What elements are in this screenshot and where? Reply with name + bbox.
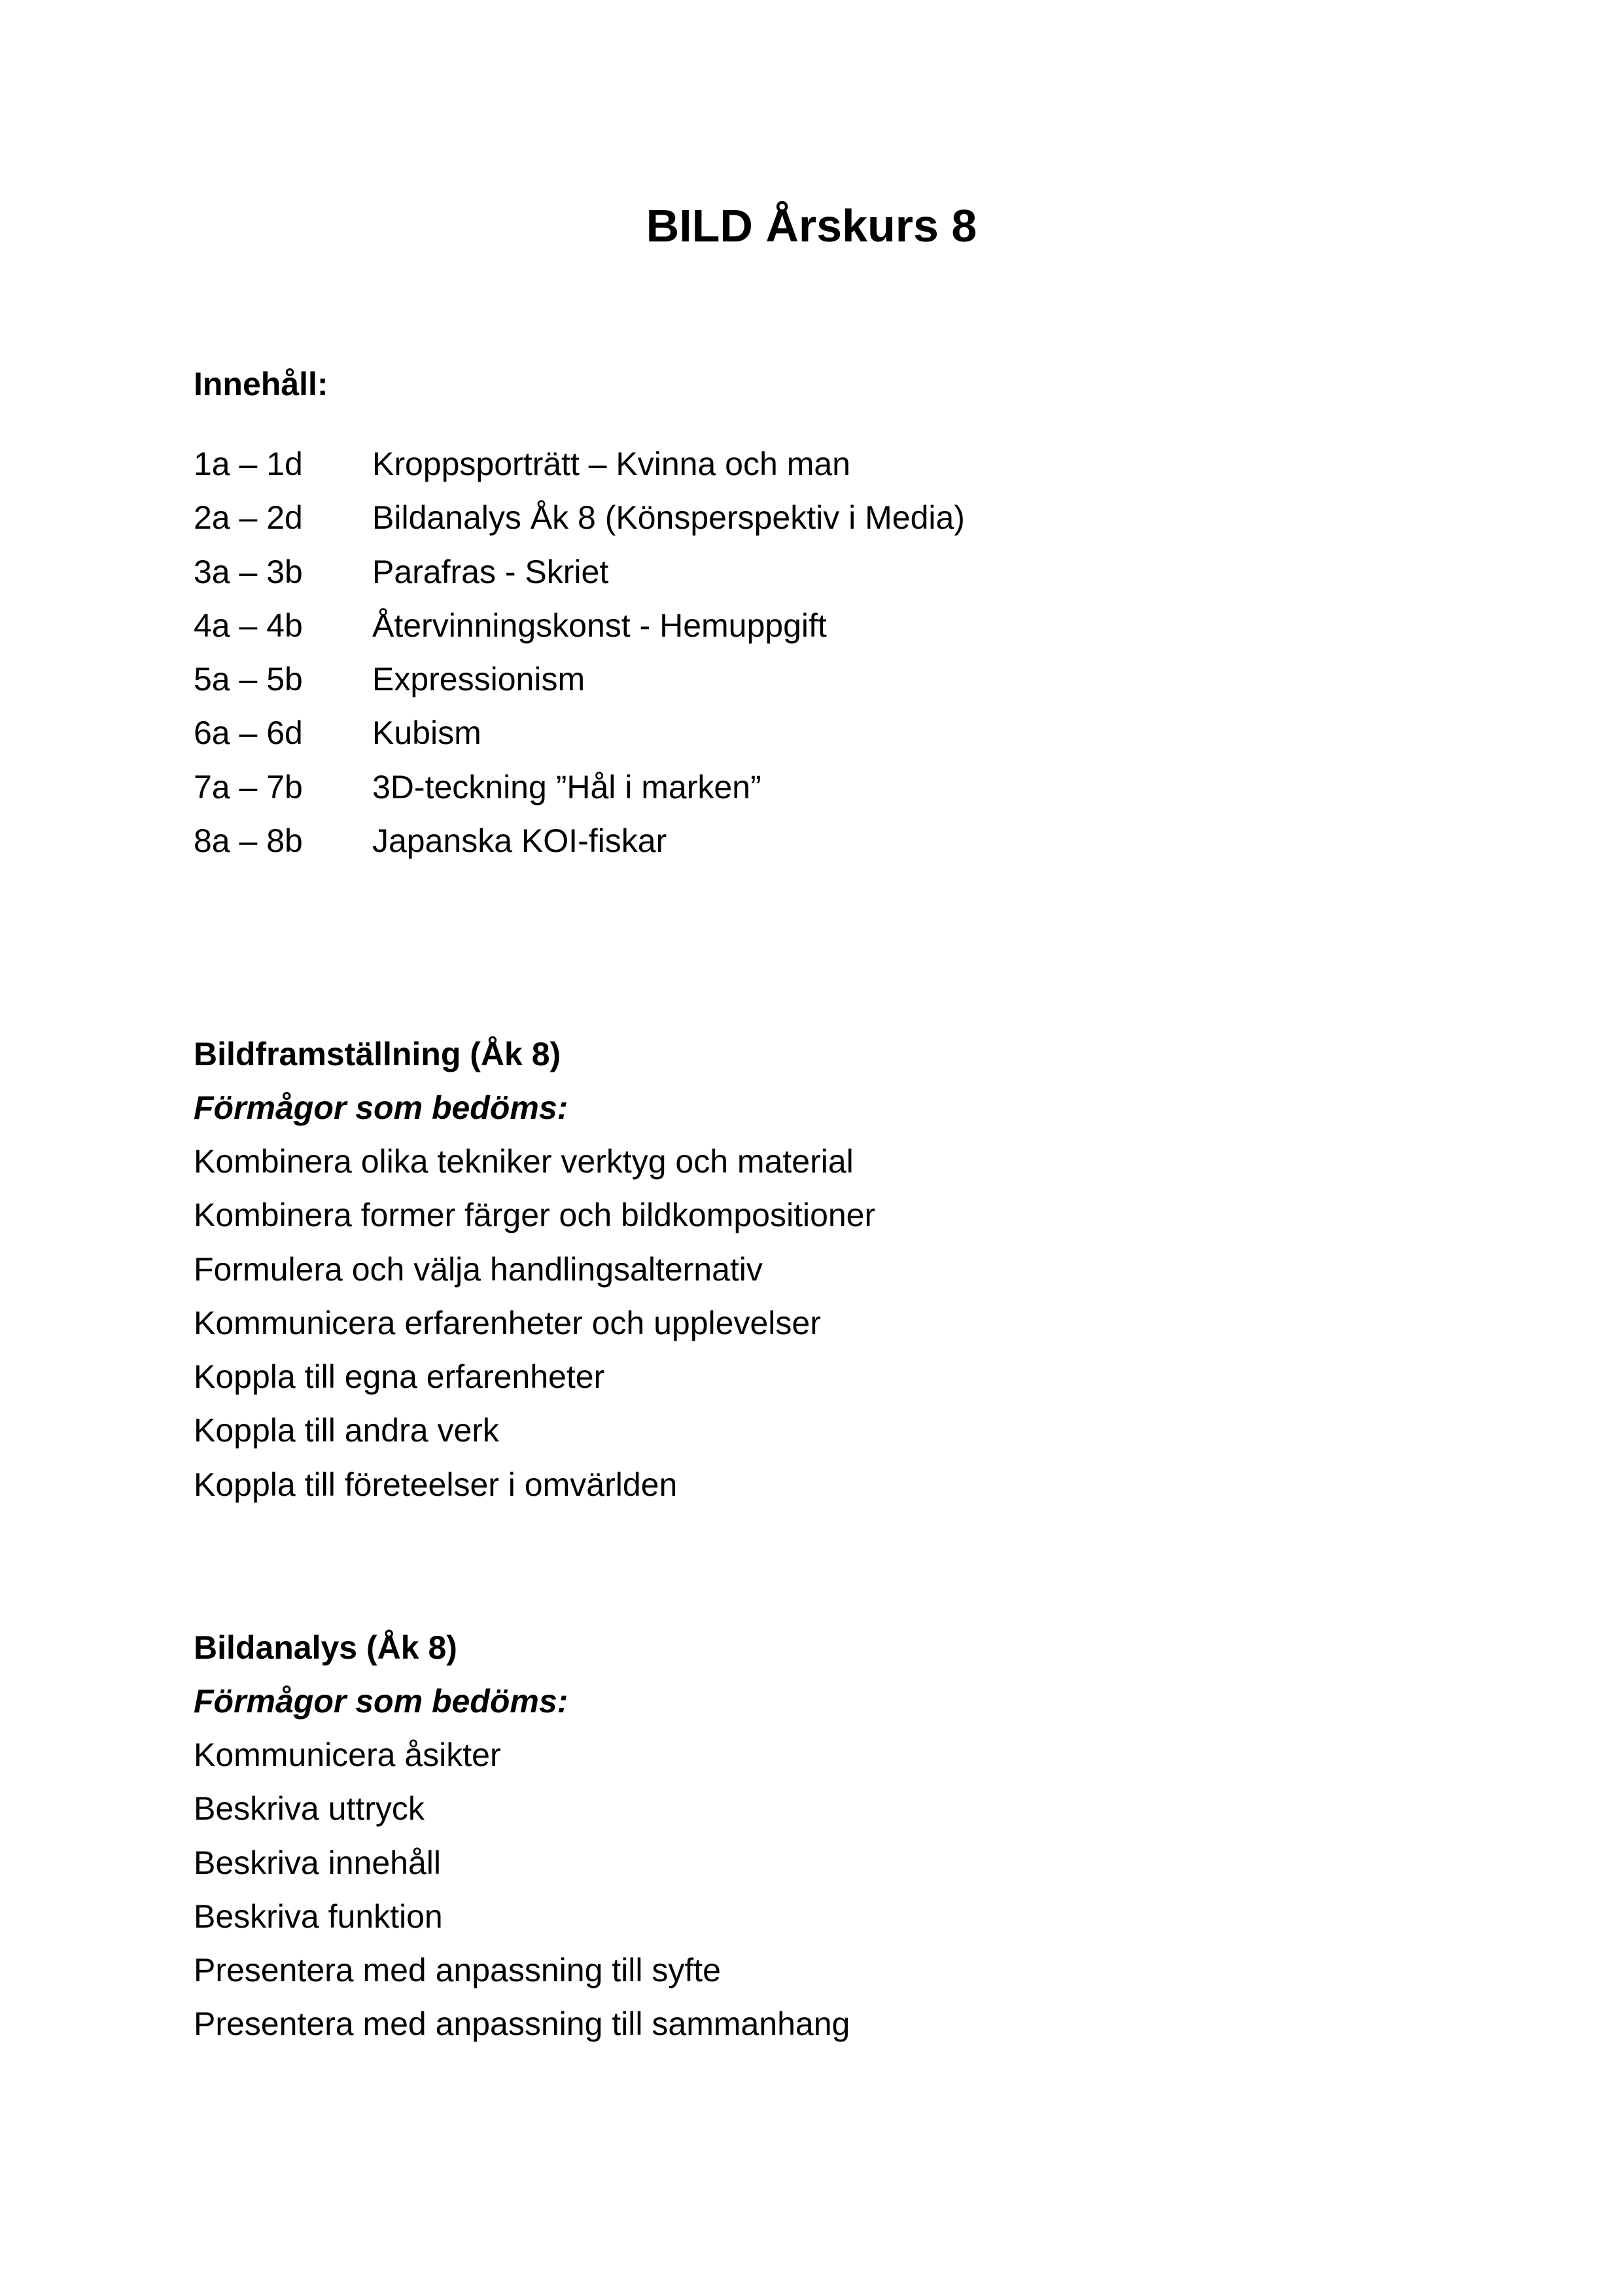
contents-title: Expressionism — [372, 661, 585, 698]
ability-item: Formulera och välja handlingsalternativ — [194, 1250, 763, 1288]
ability-item: Kommunicera erfarenheter och upplevelser — [194, 1304, 821, 1341]
contents-title: Japanska KOI-fiskar — [372, 822, 667, 860]
contents-range: 8a – 8b — [194, 822, 303, 860]
bildframstallning-list — [194, 1135, 875, 1511]
contents-title: Parafras - Skriet — [372, 553, 609, 590]
contents-range: 2a – 2d — [194, 499, 303, 537]
contents-range: 4a – 4b — [194, 607, 303, 644]
bildanalys-list — [194, 1728, 850, 2051]
contents-range: 1a – 1d — [194, 446, 303, 482]
page-title: BILD Årskurs 8 — [646, 200, 977, 251]
ability-item: Beskriva funktion — [194, 1898, 443, 1935]
bildanalys-heading: Bildanalys (Åk 8) — [194, 1629, 457, 1666]
ability-item: Kombinera olika tekniker verktyg och material — [194, 1143, 854, 1180]
contents-title: Bildanalys Åk 8 (Könsperspektiv i Media) — [372, 499, 965, 537]
contents-row — [194, 814, 965, 868]
bildframstallning-heading: Bildframställning (Åk 8) — [194, 1036, 561, 1072]
contents-range: 3a – 3b — [194, 553, 303, 590]
contents-list — [194, 437, 965, 868]
contents-row — [194, 491, 965, 544]
bildframstallning-subheading: Förmågor som bedöms: — [194, 1089, 568, 1126]
ability-item: Beskriva uttryck — [194, 1790, 425, 1828]
ability-item: Kombinera former färger och bildkompositioner — [194, 1197, 876, 1234]
contents-title: 3D-teckning ”Hål i marken” — [372, 768, 761, 805]
contents-title: Kubism — [372, 715, 481, 752]
ability-item: Koppla till egna erfarenheter — [194, 1358, 605, 1396]
ability-item: Beskriva innehåll — [194, 1844, 441, 1881]
contents-title: Kroppsporträtt – Kvinna och man — [372, 446, 850, 482]
contents-row — [194, 652, 965, 706]
ability-item: Presentera med anpassning till sammanhang — [194, 2005, 850, 2043]
contents-range: 7a – 7b — [194, 768, 303, 805]
contents-range: 6a – 6d — [194, 715, 303, 752]
contents-row — [194, 545, 965, 599]
ability-item: Kommunicera åsikter — [194, 1737, 501, 1773]
ability-item: Koppla till andra verk — [194, 1412, 499, 1449]
contents-title: Återvinningskonst - Hemuppgift — [372, 607, 827, 644]
bildanalys-subheading: Förmågor som bedöms: — [194, 1683, 568, 1720]
contents-row — [194, 706, 965, 760]
contents-row — [194, 437, 965, 491]
contents-row — [194, 760, 965, 814]
contents-range: 5a – 5b — [194, 661, 303, 698]
contents-heading: Innehåll: — [194, 366, 328, 402]
ability-item: Presentera med anpassning till syfte — [194, 1952, 721, 1989]
contents-row — [194, 599, 965, 652]
ability-item: Koppla till företeelser i omvärlden — [194, 1466, 678, 1503]
